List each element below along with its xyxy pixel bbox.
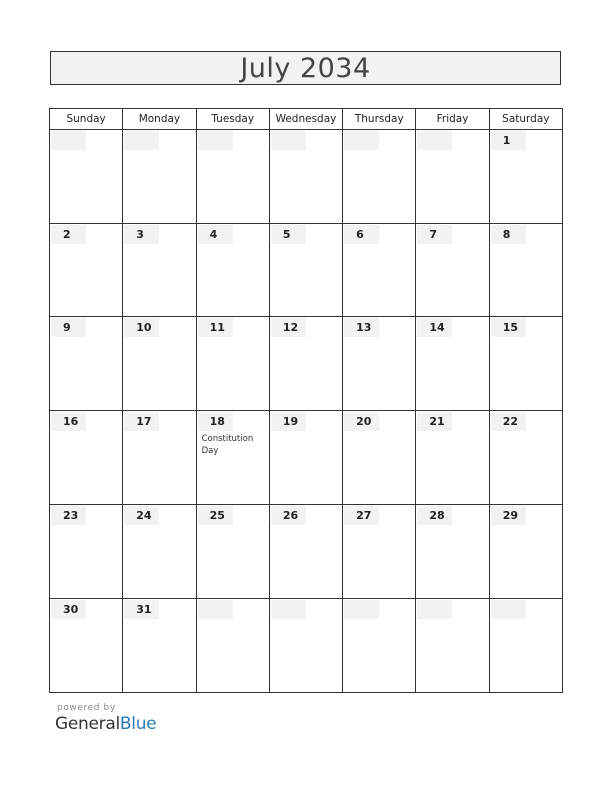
- day-cell: [343, 411, 416, 505]
- generalblue-logo: [55, 714, 156, 734]
- day-number: [198, 600, 233, 619]
- day-number: 6: [344, 225, 379, 244]
- day-cell: [343, 505, 416, 599]
- day-number: 9: [51, 318, 86, 337]
- day-cell: [343, 224, 416, 317]
- week-row: [50, 505, 563, 599]
- day-cell: [270, 130, 343, 224]
- day-cell: [197, 599, 270, 693]
- day-cell: [416, 599, 489, 693]
- day-number: 14: [417, 318, 452, 337]
- day-number: 30: [51, 600, 86, 619]
- day-cell: [50, 130, 123, 224]
- day-number: [344, 600, 379, 619]
- day-cell: [123, 505, 196, 599]
- day-number: [51, 131, 86, 150]
- day-cell: [123, 130, 196, 224]
- day-cell: [416, 411, 489, 505]
- day-number: 23: [51, 506, 86, 525]
- day-number: [491, 600, 526, 619]
- holiday-label: Constitution Day: [201, 434, 254, 456]
- day-number: 12: [271, 318, 306, 337]
- day-number: 1: [491, 131, 526, 150]
- day-number: [271, 131, 306, 150]
- day-cell: [343, 599, 416, 693]
- day-cell: [123, 224, 196, 317]
- weekday-sunday: Sunday: [50, 109, 123, 130]
- day-number: 27: [344, 506, 379, 525]
- day-cell: [123, 317, 196, 411]
- day-number: 24: [124, 506, 159, 525]
- day-number: 29: [491, 506, 526, 525]
- day-cell: [416, 224, 489, 317]
- day-cell: [50, 599, 123, 693]
- day-cell: [197, 317, 270, 411]
- day-number: 17: [124, 412, 159, 431]
- day-number: 16: [51, 412, 86, 431]
- day-cell: [416, 317, 489, 411]
- weekday-wednesday: Wednesday: [270, 109, 343, 130]
- day-cell: [490, 317, 563, 411]
- calendar-grid: [49, 108, 563, 693]
- day-cell: [197, 130, 270, 224]
- day-cell: [123, 599, 196, 693]
- day-cell: [197, 505, 270, 599]
- day-number: [417, 600, 452, 619]
- day-number: [417, 131, 452, 150]
- calendar-title: July 2034: [50, 51, 561, 85]
- week-row: [50, 130, 563, 224]
- day-number: 20: [344, 412, 379, 431]
- week-row: [50, 224, 563, 317]
- logo-blue-text: Blue: [119, 714, 157, 734]
- day-cell: [490, 411, 563, 505]
- day-cell: [270, 317, 343, 411]
- day-cell: [416, 505, 489, 599]
- day-number: 21: [417, 412, 452, 431]
- day-number: 15: [491, 318, 526, 337]
- day-number: 19: [271, 412, 306, 431]
- day-cell: [490, 130, 563, 224]
- day-cell: [50, 224, 123, 317]
- powered-by-text: powered by: [57, 703, 116, 713]
- week-row: [50, 317, 563, 411]
- weekday-saturday: Saturday: [490, 109, 563, 130]
- day-cell: [197, 224, 270, 317]
- day-number: 26: [271, 506, 306, 525]
- day-cell: [50, 317, 123, 411]
- day-number: 7: [417, 225, 452, 244]
- day-number: 3: [124, 225, 159, 244]
- day-cell: [270, 505, 343, 599]
- day-number: 28: [417, 506, 452, 525]
- day-number: [124, 131, 159, 150]
- day-number: 22: [491, 412, 526, 431]
- day-cell: [343, 130, 416, 224]
- day-number: 13: [344, 318, 379, 337]
- day-number: 10: [124, 318, 159, 337]
- weekday-monday: Monday: [123, 109, 196, 130]
- day-cell: [343, 317, 416, 411]
- day-cell: [197, 411, 270, 505]
- day-number: 11: [198, 318, 233, 337]
- day-number: [271, 600, 306, 619]
- weekday-tuesday: Tuesday: [197, 109, 270, 130]
- day-cell: [416, 130, 489, 224]
- day-number: 4: [198, 225, 233, 244]
- day-cell: [490, 224, 563, 317]
- day-cell: [270, 599, 343, 693]
- day-number: 18: [198, 412, 233, 431]
- day-number: 8: [491, 225, 526, 244]
- day-number: 5: [271, 225, 306, 244]
- week-row: [50, 411, 563, 505]
- week-row: [50, 599, 563, 693]
- day-cell: [50, 411, 123, 505]
- weekday-header-row: [50, 109, 563, 130]
- day-cell: [123, 411, 196, 505]
- day-cell: [270, 224, 343, 317]
- day-cell: [490, 505, 563, 599]
- weekday-friday: Friday: [416, 109, 489, 130]
- logo-general-text: General: [55, 714, 120, 734]
- weekday-thursday: Thursday: [343, 109, 416, 130]
- day-number: [198, 131, 233, 150]
- day-number: 31: [124, 600, 159, 619]
- day-number: 25: [198, 506, 233, 525]
- day-cell: [50, 505, 123, 599]
- day-number: [344, 131, 379, 150]
- day-cell: [270, 411, 343, 505]
- day-cell: [490, 599, 563, 693]
- day-number: 2: [51, 225, 86, 244]
